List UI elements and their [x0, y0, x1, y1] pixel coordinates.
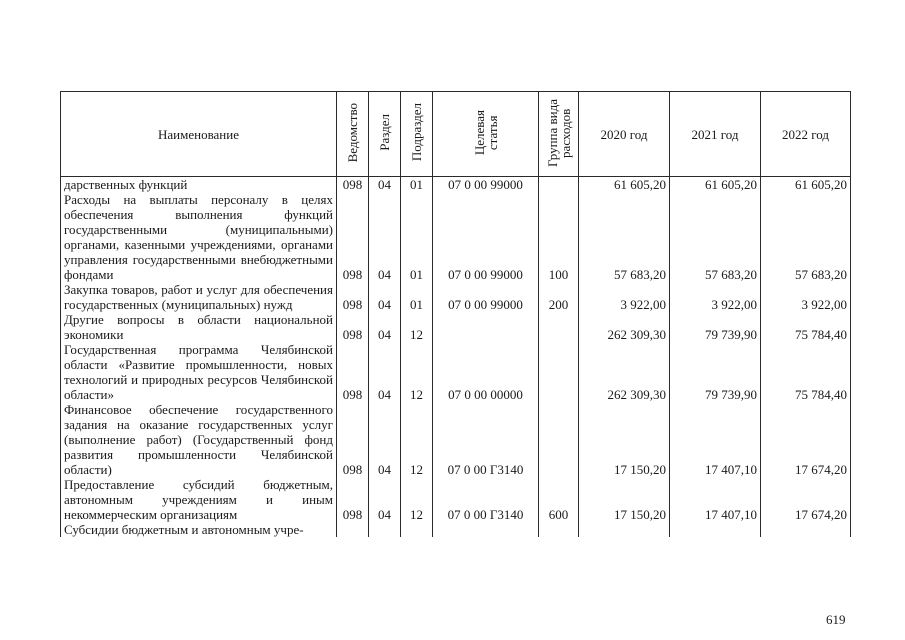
row-amount-2020: 17 150,20 [579, 477, 670, 522]
row-podrazdel: 12 [401, 402, 433, 477]
table-header-row [61, 92, 851, 177]
row-target-article: 07 0 00 99000 [433, 282, 539, 312]
row-expense-group: 600 [539, 477, 579, 522]
row-target-article: 07 0 00 Г3140 [433, 402, 539, 477]
row-expense-group [539, 177, 579, 193]
row-amount-2021: 61 605,20 [670, 177, 761, 193]
row-podrazdel: 01 [401, 177, 433, 193]
row-vedomstvo: 098 [337, 342, 369, 402]
row-expense-group [539, 342, 579, 402]
row-name: Расходы на выплаты персоналу в целях обеспечения выполнения функций государственными (муниципальными) органами, казенными учреждениями, органами управления государственными внебюджетными фондами [61, 192, 337, 282]
row-expense-group: 100 [539, 192, 579, 282]
row-amount-2022: 75 784,40 [761, 342, 851, 402]
row-amount-2021: 79 739,90 [670, 342, 761, 402]
row-amount-2022 [761, 522, 851, 537]
row-target-article: 07 0 00 99000 [433, 192, 539, 282]
row-target-article: 07 0 00 Г3140 [433, 477, 539, 522]
table-row [61, 192, 851, 282]
row-name: Субсидии бюджетным и автономным учре- [61, 522, 337, 537]
row-amount-2020: 262 309,30 [579, 312, 670, 342]
row-amount-2020: 3 922,00 [579, 282, 670, 312]
row-amount-2021: 79 739,90 [670, 312, 761, 342]
row-name: Финансовое обеспечение государственного задания на оказание государственных услуг (выполнение работ) (Государственный фонд развития промышленности Челябинской области) [61, 402, 337, 477]
row-amount-2021: 3 922,00 [670, 282, 761, 312]
table-row [61, 312, 851, 342]
row-razdel: 04 [369, 477, 401, 522]
row-expense-group [539, 312, 579, 342]
header-target-article: Целевая статья [433, 92, 539, 177]
row-razdel: 04 [369, 192, 401, 282]
row-vedomstvo: 098 [337, 177, 369, 193]
header-2020: 2020 год [579, 92, 670, 177]
row-amount-2022: 61 605,20 [761, 177, 851, 193]
header-2022: 2022 год [761, 92, 851, 177]
header-podrazdel: Подраздел [401, 92, 433, 177]
row-vedomstvo: 098 [337, 312, 369, 342]
row-razdel: 04 [369, 282, 401, 312]
header-name: Наименование [61, 92, 337, 177]
row-target-article [433, 522, 539, 537]
table-row [61, 402, 851, 477]
row-expense-group [539, 522, 579, 537]
row-vedomstvo: 098 [337, 192, 369, 282]
table-row [61, 477, 851, 522]
row-razdel: 04 [369, 402, 401, 477]
table-row [61, 177, 851, 193]
row-amount-2021: 57 683,20 [670, 192, 761, 282]
row-amount-2021: 17 407,10 [670, 477, 761, 522]
row-name: дарственных функций [61, 177, 337, 193]
table-body [61, 177, 851, 538]
row-vedomstvo: 098 [337, 282, 369, 312]
row-name: Закупка товаров, работ и услуг для обеспечения государственных (муниципальных) нужд [61, 282, 337, 312]
row-amount-2020: 262 309,30 [579, 342, 670, 402]
row-vedomstvo: 098 [337, 477, 369, 522]
row-amount-2022: 75 784,40 [761, 312, 851, 342]
row-podrazdel: 01 [401, 192, 433, 282]
header-razdel: Раздел [369, 92, 401, 177]
table-row [61, 522, 851, 537]
row-podrazdel: 12 [401, 312, 433, 342]
row-amount-2020: 61 605,20 [579, 177, 670, 193]
row-expense-group [539, 402, 579, 477]
row-podrazdel: 12 [401, 477, 433, 522]
row-podrazdel: 01 [401, 282, 433, 312]
budget-table [60, 91, 851, 537]
row-amount-2021: 17 407,10 [670, 402, 761, 477]
table-row [61, 282, 851, 312]
row-expense-group: 200 [539, 282, 579, 312]
row-amount-2020: 17 150,20 [579, 402, 670, 477]
row-name: Другие вопросы в области национальной экономики [61, 312, 337, 342]
row-podrazdel: 12 [401, 342, 433, 402]
row-podrazdel [401, 522, 433, 537]
row-name: Государственная программа Челябинской области «Развитие промышленности, новых технологий и природных ресурсов Челябинской области» [61, 342, 337, 402]
page-number: 619 [826, 612, 846, 627]
header-expense-group: Группа вида расходов [539, 92, 579, 177]
row-name: Предоставление субсидий бюджетным, автономным учреждениям и иным некоммерческим организациям [61, 477, 337, 522]
table-row [61, 342, 851, 402]
row-target-article [433, 312, 539, 342]
row-amount-2022: 57 683,20 [761, 192, 851, 282]
row-razdel [369, 522, 401, 537]
row-razdel: 04 [369, 177, 401, 193]
row-target-article: 07 0 00 99000 [433, 177, 539, 193]
row-razdel: 04 [369, 342, 401, 402]
row-amount-2020 [579, 522, 670, 537]
row-razdel: 04 [369, 312, 401, 342]
header-2021: 2021 год [670, 92, 761, 177]
row-amount-2022: 17 674,20 [761, 477, 851, 522]
row-amount-2021 [670, 522, 761, 537]
row-amount-2022: 17 674,20 [761, 402, 851, 477]
row-target-article: 07 0 00 00000 [433, 342, 539, 402]
row-vedomstvo [337, 522, 369, 537]
header-vedomstvo: Ведомство [337, 92, 369, 177]
row-amount-2020: 57 683,20 [579, 192, 670, 282]
row-amount-2022: 3 922,00 [761, 282, 851, 312]
row-vedomstvo: 098 [337, 402, 369, 477]
